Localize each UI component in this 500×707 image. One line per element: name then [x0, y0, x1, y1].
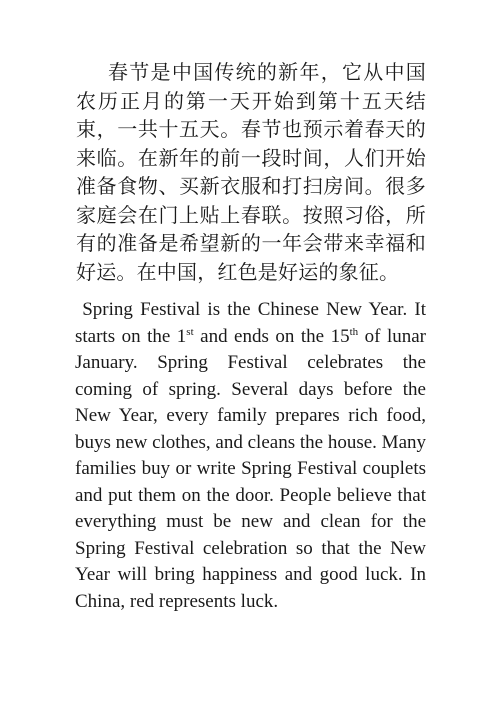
- chinese-paragraph: 春节是中国传统的新年，它从中国农历正月的第一天开始到第十五天结束，一共十五天。春节也预示着春天的来临。在新年的前一段时间，人们开始准备食物、买新衣服和打扫房间。很多家庭会在门上贴上春联。按照习俗，所有的准备是希望新的一年会带来幸福和好运。在中国，红色是好运的象征。: [76, 60, 426, 284]
- english-text-part-3: of lunar January. Spring Festival celebrates the coming of spring. Several days before the New Year, every family prepares rich food, buys new clothes, and cleans the house. Many families buy or write Spring Festival couplets and put them on the door. People believe that everything must be new and clean for the Spring Festival celebration so that the New Year will bring happiness and good luck. In China, red represents luck.: [75, 325, 426, 612]
- english-text-part-1: Spring Festival is the Chinese New Year. It starts on the 1: [75, 299, 426, 347]
- ordinal-suffix-st: st: [186, 325, 194, 338]
- english-text-part-2: and ends on the 15: [193, 325, 350, 347]
- ordinal-suffix-th: th: [349, 325, 359, 338]
- english-paragraph: [75, 297, 426, 615]
